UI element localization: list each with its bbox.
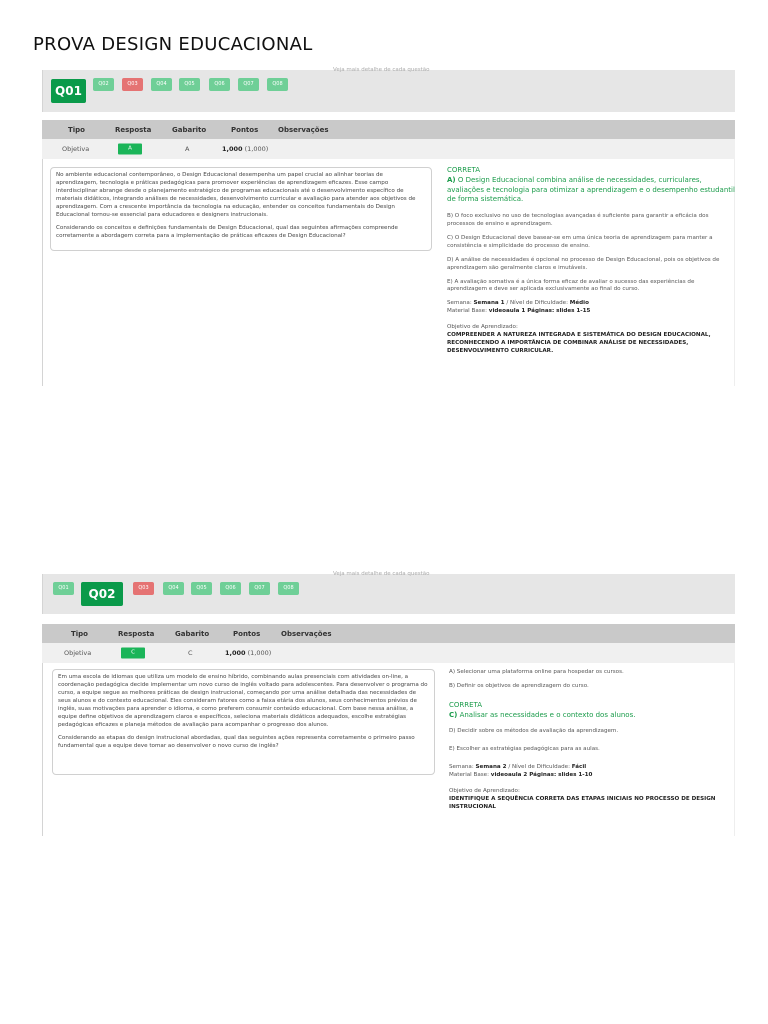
question-meta: Semana: Semana 2 / Nível de Dificuldade: Fácil Material Base: videoaula 2 Páginas: slides 1-10 xyxy=(449,764,593,779)
option-e: E) Escolher as estratégias pedagógicas para as aulas. xyxy=(449,746,600,753)
cell-tipo: Objetiva xyxy=(62,145,90,153)
objective-text: COMPREENDER A NATUREZA INTEGRADA E SISTEMÁTICA DO DESIGN EDUCACIONAL, RECONHECENDO A IMPORTÂNCIA DE COMBINAR ANÁLISE DE NECESSIDADES, DESENVOLVIMENTO CURRICULAR. xyxy=(447,332,711,355)
question-nav-current[interactable]: Q02 xyxy=(81,582,123,606)
col-resposta: Resposta xyxy=(115,125,152,134)
question-nav-panel xyxy=(42,67,735,112)
question-content-area xyxy=(42,159,735,386)
question-statement xyxy=(52,669,435,775)
result-table-row xyxy=(42,643,735,663)
result-table-row xyxy=(42,139,735,159)
col-gabarito: Gabarito xyxy=(172,125,207,134)
question-block-q02 xyxy=(32,571,735,836)
col-resposta: Resposta xyxy=(118,629,155,638)
question-nav-current[interactable]: Q01 xyxy=(51,79,86,103)
points-value: 1,000 xyxy=(222,145,243,153)
option-a: A) Selecionar uma plataforma online para hospedar os cursos. xyxy=(449,669,624,675)
answer-options xyxy=(449,669,737,812)
option-b: B) O foco exclusivo no uso de tecnologias avançadas é suficiente para garantir a eficácia dos processos de ensino e aprendizagem. xyxy=(447,212,709,227)
result-table-header xyxy=(42,120,735,139)
col-tipo: Tipo xyxy=(68,125,85,134)
cell-gabarito: A xyxy=(185,145,190,153)
cell-resposta xyxy=(118,144,142,155)
option-c: C) O Design Educacional deve basear-se em uma única teoria de aprendizagem para manter a consistência e simplicidade do processo de ensino. xyxy=(447,234,713,249)
question-nav-q02[interactable]: Q02 xyxy=(93,78,114,91)
points-value: 1,000 xyxy=(225,649,246,657)
option-d: D) Decidir sobre os métodos de avaliação da aprendizagem. xyxy=(449,728,619,735)
question-prompt: Considerando as etapas do design instrucional abordadas, qual das seguintes ações representa corretamente o primeiro passo fundamental que a equipe deve tomar ao desenvolver o novo curso de inglês? xyxy=(58,734,415,749)
answer-chip: C xyxy=(121,648,145,659)
objective-text: IDENTIFIQUE A SEQUÊNCIA CORRETA DAS ETAPAS INICIAIS NO PROCESSO DE DESIGN INSTRUCIONAL xyxy=(449,796,716,811)
col-observacoes: Observações xyxy=(278,125,329,134)
question-nav-q01[interactable]: Q01 xyxy=(53,582,74,595)
cell-resposta xyxy=(121,648,145,659)
question-nav-q04[interactable]: Q04 xyxy=(151,78,172,91)
result-table-header xyxy=(42,624,735,643)
question-context: Em uma escola de idiomas que utiliza um modelo de ensino híbrido, combinando aulas presenciais com atividades on-line, a coordenação pedagógica decide implementar um novo curso de inglês voltado para adolescentes. Para desenvolver o programa do curso, a equipe segue as melhores práticas de design instrucional, começando por uma análise detalhada das necessidades de seus alunos e do contexto educacional. Eles consideram fatores como a faixa etária dos alunos, seus conhecimentos prévios de inglês, suas motivações para aprender o idioma, e como preferem consumir conteúdo educacional. Com base nessa análise, a equipe define objetivos de aprendizagem claros e específicos, seleciona materiais didáticos adequados, escolhe estratégias pedagógicas eficazes e planeja métodos de avaliação para acompanhar o progresso dos alunos. xyxy=(58,674,428,728)
answer-options xyxy=(447,166,735,356)
objective-label: Objetivo de Aprendizado: xyxy=(449,788,520,795)
details-hint: Veja mais detalhe de cada questão xyxy=(333,571,430,577)
question-nav-q05[interactable]: Q05 xyxy=(191,582,212,595)
points-total: (1,000) xyxy=(247,649,272,657)
page-title: PROVA DESIGN EDUCACIONAL xyxy=(33,34,313,55)
option-c-correct: C) Analisar as necessidades e o contexto dos alunos. xyxy=(449,710,636,719)
question-block-q01 xyxy=(32,67,735,386)
question-nav-q03[interactable]: Q03 xyxy=(133,582,154,595)
objective-label: Objetivo de Aprendizado: xyxy=(447,324,518,331)
details-hint: Veja mais detalhe de cada questão xyxy=(333,67,430,73)
question-nav-q08[interactable]: Q08 xyxy=(278,582,299,595)
question-nav-q06[interactable]: Q06 xyxy=(209,78,230,91)
cell-tipo: Objetiva xyxy=(64,649,92,657)
option-b: B) Definir os objetivos de aprendizagem do curso. xyxy=(449,682,589,689)
question-nav-q07[interactable]: Q07 xyxy=(249,582,270,595)
col-pontos: Pontos xyxy=(231,125,259,134)
correct-tag: CORRETA xyxy=(449,700,483,709)
question-content-area xyxy=(42,663,735,836)
col-pontos: Pontos xyxy=(233,629,261,638)
option-d: D) A análise de necessidades é opcional no processo de Design Educacional, pois os objetivos de aprendizagem são geralmente claros e imutáveis. xyxy=(447,256,720,271)
question-nav-q08[interactable]: Q08 xyxy=(267,78,288,91)
col-gabarito: Gabarito xyxy=(175,629,210,638)
option-e: E) A avaliação somativa é a única forma eficaz de avaliar o sucesso das experiências de aprendizagem e deve ser aplicada exclusivamente ao final do curso. xyxy=(447,278,695,293)
question-prompt: Considerando os conceitos e definições fundamentais de Design Educacional, qual das seguintes afirmações compreende corretamente a abordagem correta para a implementação de práticas eficazes de Design Educacional? xyxy=(56,224,398,239)
question-nav-q05[interactable]: Q05 xyxy=(179,78,200,91)
question-statement xyxy=(50,167,432,251)
question-nav-q06[interactable]: Q06 xyxy=(220,582,241,595)
cell-pontos xyxy=(225,649,271,657)
option-a-correct: A) O Design Educacional combina análise de necessidades, curriculares, avaliações e tecnologia para otimizar a aprendizagem e o desempenho estudantil de forma sistemática. xyxy=(447,175,735,204)
correct-tag: CORRETA xyxy=(447,166,481,174)
question-context: No ambiente educacional contemporâneo, o Design Educacional desempenha um papel crucial ao alinhar teorias de aprendizagem, tecnologia e práticas pedagógicas para promover experiências de aprendizagem eficazes. Esse campo interdisciplinar abrange desde o planejamento estratégico de programas educacionais até o desenvolvimento específico de materiais didáticos, integrando análises de necessidades, desenvolvimento curricular e avaliação para atender aos objetivos de aprendizagem. Com a crescente importância da tecnologia na educação, entender os conceitos fundamentais do Design Educacional tornou-se essencial para educadores e designers instrucionais. xyxy=(56,172,416,218)
question-nav-q03[interactable]: Q03 xyxy=(122,78,143,91)
points-total: (1,000) xyxy=(244,145,269,153)
col-observacoes: Observações xyxy=(281,629,332,638)
answer-chip: A xyxy=(118,144,142,155)
question-nav-q07[interactable]: Q07 xyxy=(238,78,259,91)
question-nav-panel xyxy=(42,571,735,614)
cell-pontos xyxy=(222,145,268,153)
question-meta: Semana: Semana 1 / Nível de Dificuldade: Médio Material Base: videoaula 1 Páginas: slides 1-15 xyxy=(447,300,591,315)
cell-gabarito: C xyxy=(188,649,193,657)
question-nav-q04[interactable]: Q04 xyxy=(163,582,184,595)
col-tipo: Tipo xyxy=(71,629,88,638)
